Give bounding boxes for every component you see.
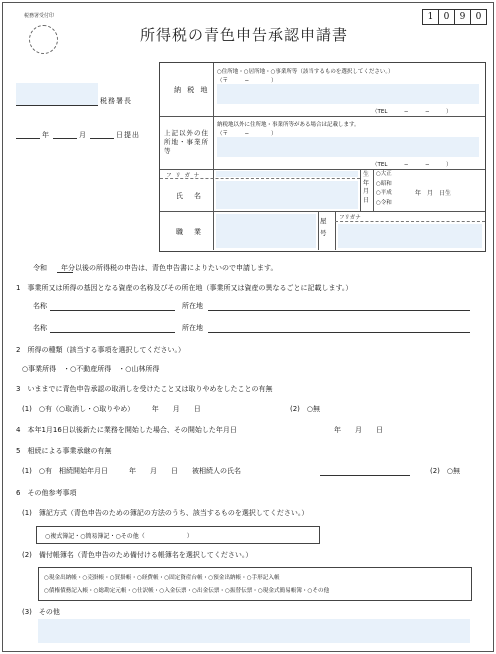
furigana-field[interactable] — [216, 171, 358, 177]
era-option[interactable]: ○昭和 — [376, 180, 392, 187]
birth-divider — [360, 169, 361, 211]
row-divider — [160, 169, 485, 170]
birth-label: 生年月日 — [363, 171, 370, 204]
other-notes-field[interactable] — [38, 619, 470, 643]
shop-divider — [335, 211, 336, 250]
applicant-table — [159, 62, 486, 252]
bookkeeping-options-box — [36, 526, 320, 544]
bookkeeping-heading: (1) 簿記方式（青色申告のための簿記の方法のうち、該当するものを選択してください。） — [22, 509, 309, 517]
noutchi-options[interactable]: ○住所地・○居所地・○事業所等（該当するものを選択してください。） — [217, 69, 394, 75]
location-word: 所在地 — [182, 324, 203, 332]
inheritance-no[interactable]: (2) ○無 — [430, 467, 461, 475]
form-title: 所得税の青色申告承認申請書 — [140, 26, 349, 44]
stamp-label: 税務署受付印 — [24, 13, 55, 19]
facility-name-line[interactable] — [50, 310, 175, 311]
other-address-tel: （TEL − − ） — [372, 162, 452, 168]
section-4-heading: 4 本年1月16日以後新たに業務を開始した場合、その開始した年月日 — [16, 426, 237, 434]
label-column-divider — [213, 63, 214, 250]
birth-date-label: 年 月 日生 — [415, 190, 452, 197]
era-option[interactable]: ○平成 — [376, 190, 392, 196]
submit-month-label: 月 — [79, 131, 86, 139]
section-5-heading: 5 相続による事業承継の有無 — [16, 447, 112, 455]
name-word: 名称 — [33, 302, 47, 310]
shop-label: 屋 号 — [320, 217, 333, 237]
submit-month-line[interactable] — [53, 138, 77, 139]
section-3-heading: 3 いままでに青色申告承認の取消しを受けたこと又は取りやめをしたことの有無 — [16, 385, 273, 393]
bookkeeping-options[interactable]: ○複式簿記・○簡易簿記・○その他（ ） — [45, 533, 193, 540]
name-word: 名称 — [33, 324, 47, 332]
name-label: 氏 名 — [176, 192, 203, 200]
shop-name-field[interactable] — [338, 224, 482, 248]
section-1-heading: 1 事業所又は所得の基因となる資産の名称及びその所在地（事業所又は資産の異なるごとに記載します。） — [16, 284, 353, 292]
submit-day-line[interactable] — [90, 138, 114, 139]
section-6-heading: 6 その他参考事項 — [16, 489, 77, 497]
other-notes-heading: (3) その他 — [22, 608, 60, 616]
submit-year-label: 年 — [42, 131, 49, 139]
code-digit: 1 — [422, 9, 439, 25]
section-2-heading: 2 所得の種類（該当する事項を選択してください。） — [16, 346, 185, 354]
name-field[interactable] — [216, 181, 358, 209]
shop-furigana-label: フリガナ — [339, 215, 361, 221]
submit-day-label: 日提出 — [116, 131, 140, 139]
tax-office-field[interactable] — [16, 83, 98, 105]
furigana-label: フ リ ガ ナ — [166, 173, 201, 179]
revocation-no[interactable]: (2) ○無 — [290, 405, 321, 413]
noutchi-tel: （TEL − − ） — [372, 109, 452, 115]
reception-stamp-circle — [29, 25, 58, 54]
ledger-heading: (2) 備付帳簿名（青色申告のため備付ける帳簿名を選択してください。） — [22, 551, 253, 559]
noutchi-postal: （〒 − ） — [217, 78, 277, 84]
facility-location-line[interactable] — [208, 310, 470, 311]
start-date-line[interactable]: 年 月 日 — [334, 426, 383, 434]
submit-year-line[interactable] — [16, 138, 40, 139]
ledger-options-row[interactable]: ○現金出納帳・○売掛帳・○買掛帳・○経費帳・○固定資産台帳・○預金出納帳・○手形記入帳 — [44, 575, 280, 581]
form-code-boxes — [423, 9, 487, 25]
shop-furigana-divider — [335, 221, 485, 222]
intro-sentence: 令和 年分以後の所得税の申告は、青色申告書によりたいので申請します。 — [33, 264, 278, 272]
noutchi-address-field[interactable] — [217, 84, 479, 104]
tax-office-suffix: 税務署長 — [100, 97, 132, 105]
shop-divider — [318, 211, 319, 250]
era-option[interactable]: ○大正 — [376, 171, 392, 177]
income-type-options[interactable]: ○事業所得 ・○不動産所得 ・○山林所得 — [22, 365, 160, 373]
code-digit: 9 — [454, 9, 471, 25]
other-address-field[interactable] — [217, 137, 479, 157]
row-divider — [160, 116, 485, 117]
era-option[interactable]: ○令和 — [376, 199, 392, 206]
location-word: 所在地 — [182, 302, 203, 310]
other-address-note: 納税地以外に住所地・事業所等がある場合は記載します。 — [217, 122, 360, 128]
facility-location-line[interactable] — [208, 332, 470, 333]
facility-name-line[interactable] — [50, 332, 175, 333]
job-label: 職 業 — [176, 228, 203, 236]
other-address-label: 上記以外の住所地・事業所等 — [164, 129, 209, 155]
intro-year-line[interactable] — [57, 272, 73, 273]
tax-office-underline — [16, 105, 98, 106]
revocation-yes[interactable]: (1) ○有（○取消し・○取りやめ） 年 月 日 — [22, 405, 201, 413]
job-field[interactable] — [216, 214, 316, 248]
row-divider — [160, 211, 485, 212]
code-digit: 0 — [438, 9, 455, 25]
ledger-options-row[interactable]: ○債権債務記入帳・○総勘定元帳・○仕訳帳・○入金伝票・○出金伝票・○振替伝票・○現金式簡易帳簿・○その他 — [44, 588, 330, 594]
other-address-postal: （〒 − ） — [217, 131, 277, 137]
ledger-options-box — [38, 567, 472, 601]
noutchi-label: 納 税 地 — [174, 86, 210, 94]
era-options[interactable] — [376, 170, 392, 208]
birth-divider — [373, 169, 374, 211]
decedent-name-line[interactable] — [320, 475, 410, 476]
inheritance-yes[interactable]: (1) ○有 相続開始年月日 年 月 日 被相続人の氏名 — [22, 467, 242, 475]
code-digit: 0 — [470, 9, 487, 25]
